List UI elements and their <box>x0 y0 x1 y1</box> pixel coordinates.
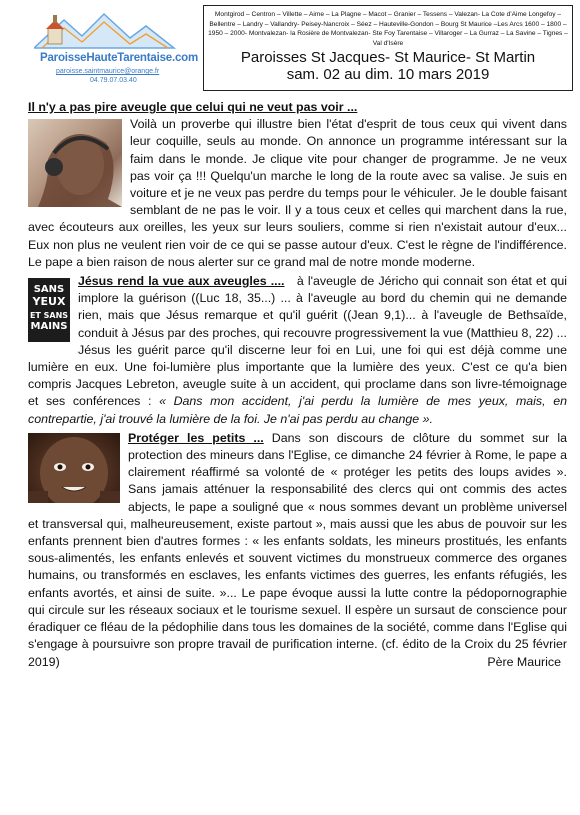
dates-line: sam. 02 au dim. 10 mars 2019 <box>286 66 490 83</box>
section-title: Jésus rend la vue aux aveugles .... <box>78 274 285 289</box>
section-jesus-sight <box>28 273 567 428</box>
book-cover-image <box>28 278 70 342</box>
bulletin-content <box>28 99 567 673</box>
logo-phone: 04.79.07.03.40 <box>90 77 137 84</box>
section-body: à l'aveugle de Jéricho qui connait son état et qui implore la guérison ((Luc 18, 35...) ... à l'aveugle au bord du chemin qui ne demande rien, mais que Jésus remarque et qu'il guérit ((Jean 9,1)... à l'aveugle de Bethsaïde, conduit à Jésus par des proches, qui recouvre progressivement la vue (Matthieu 8, 22) ... Jésus les guérit parce qu'il discerne leur foi en Lui, une foi qui est déjà comme une lumière en eux. Une foi-lumière plus importante que la lumière des yeux. C'est ce qu'a bien compris Jacques Lebreton, aveugle suite à un accident, qui proclame dans son livre-témoignage et ses conférences : <box>28 274 568 409</box>
page-header <box>0 0 580 95</box>
logo-email-link[interactable]: paroisse.saintmaurice@orange.fr <box>56 68 160 75</box>
parish-info-box <box>203 5 573 91</box>
book-quote: « Dans mon accident, j'ai perdu la lumière de mes yeux, mais, en contrepartie, j'ai trouvé la lumière de la foi. Je n'ai pas perdu au change ». <box>28 394 567 426</box>
mountains-logo-icon <box>34 8 184 52</box>
section-protect-children <box>28 430 567 671</box>
section-title: Protéger les petits ... <box>128 430 264 445</box>
book-title-line: ET SANS <box>29 311 69 321</box>
logo-site-name: ParoisseHauteTarentaise.com <box>40 52 199 64</box>
parish-logo <box>10 8 199 88</box>
villages-list: Montgirod – Centron – Villette – Aime – La Plagne – Macot – Granier – Tessens – Valezan- La Cote d'Aime Longefoy – Bellentre – Landry – Vallandry- Peisey-Nancroix – Séez – Hauteville-Gondon – Bourg St Maurice –Les Arcs 1600 – 1800 – 1950 – 2000- Montvalezan- la Rosière de Montvalezan- Ste Foy Tarentaise – Villaroger – La Gurraz – La Savine – Tignes – Val d'Isère <box>208 11 568 47</box>
section-text: Voilà un proverbe qui illustre bien l'état d'esprit de tous ceux qui vivent dans leur coquille, seuls au monde. On annonce un programme intéressant sur la faim dans le monde. Je clique vite pour changer de programme. Je ne veux pas voir ça !!! Quelqu'un marche le long de la route avec sa valise. Je suis en voiture et je ne veux pas perdre du temps pour le véhiculer. Je le double faisant semblant de ne pas le voir. Il y a tous ceux et celles qui marchent dans la rue, avec écouteurs aux oreilles, les yeux sur leurs souliers, comme si rien n'existait autour d'eux... Eux non plus ne veulent rien voir de ce qui se passe autour d'eux. C'est le règne de l'indifférence. Le pape a bien raison de nous alerter sur ce grand mal de notre monde moderne. <box>28 117 567 269</box>
woman-headphones-photo <box>28 119 122 207</box>
section-blind-proverb <box>28 99 567 271</box>
book-title-line: MAINS <box>30 321 68 333</box>
book-title-line: SANS <box>33 284 65 296</box>
section-text <box>28 273 567 428</box>
signature: Père Maurice <box>487 654 561 669</box>
parishes-title: Paroisses St Jacques- St Maurice- St Martin <box>240 49 536 66</box>
section-title: Il n'y a pas pire aveugle que celui qui ne veut pas voir ... <box>28 100 358 114</box>
book-title-line: YEUX <box>32 295 66 309</box>
child-face-photo <box>28 433 120 503</box>
section-body: Dans son discours de clôture du sommet sur la protection des mineurs dans l'Eglise, ce dimanche 24 février à Rome, le pape a clairement réaffirmé sa volonté de « protéger les petits des loups avides ». Sans jamais atténuer la responsabilité des clercs qui ont commis des actes abjects, le pape a souligné que « nous sommes devant un problème universel et transversal qui, malheureusement, existe partout », mais aussi que les abus de pouvoir sur les enfants prennent bien d'autres formes : « les enfants soldats, les mineurs prostitués, les enfants sous-alimentés, les enfants enlevés et souvent victimes du monstrueux commerce des organes humains, ou transformés en esclaves, les enfants victimes des guerres, les enfants réfugiés, les enfants avortés, et ainsi de suite. »... Le pape évoque aussi la lutte contre la pédopornographie qui circule sur les réseaux sociaux et le tourisme sexuel. Il espère un sursaut de conscience pour éradiquer ce fléau de la pédophilie dans tous les domaines de la société, comme dans l'Eglise qui s'engage à poursuivre son propre travail de purification interne. (cf. édito de la Croix du 25 février 2019) <box>28 430 567 669</box>
